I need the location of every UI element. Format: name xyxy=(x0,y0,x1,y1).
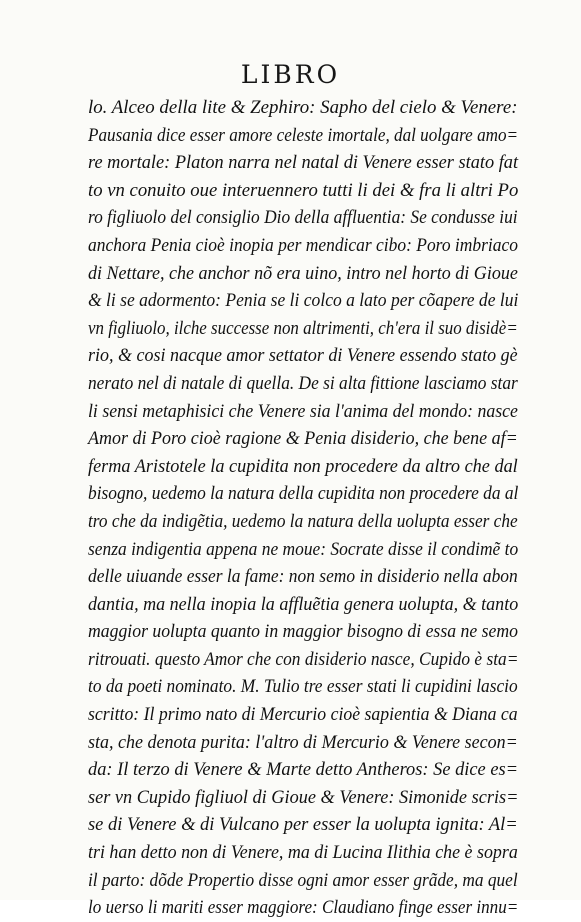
text-line: tro che da indigẽtia, uedemo la natura della uolupta esser che xyxy=(88,510,518,532)
text-line: vn figliuolo, ilche successe non altrimenti, ch'era il suo disidè= xyxy=(88,317,518,339)
text-line: il parto: dõde Propertio disse ogni amor esser grãde, ma quel xyxy=(88,869,518,891)
text-line: li sensi metaphisici che Venere sia l'anima del mondo: nasce xyxy=(88,400,518,422)
text-line: anchora Penia cioè inopia per mendicar cibo: Poro imbriaco xyxy=(88,234,518,256)
text-line: se di Venere & di Vulcano per esser la uolupta ignita: Al= xyxy=(88,814,518,836)
text-line: lo uerso li mariti esser maggiore: Claudiano finge esser innu= xyxy=(88,897,519,919)
text-line: lo. Alceo della lite & Zephiro: Sapho del cielo & Venere: xyxy=(88,97,518,118)
text-line: ro figliuolo del consiglio Dio della affluentia: Se condusse iui xyxy=(88,207,518,229)
text-line: bisogno, uedemo la natura della cupidita non procedere da al xyxy=(88,483,519,505)
text-line: re mortale: Platon narra nel natal di Venere esser stato fat xyxy=(88,152,519,174)
text-line: maggior uolupta quanto in maggior bisogno di essa ne semo xyxy=(88,621,518,643)
text-line: & li se adormento: Penia se li colco a lato per cõapere de lui xyxy=(88,290,519,312)
text-line: ser vn Cupido figliuol di Gioue & Venere: Simonide scris= xyxy=(88,786,519,808)
text-line: nerato nel di natale di quella. De si alta fittione lasciamo star xyxy=(88,372,518,394)
text-line: ferma Aristotele la cupidita non procedere da altro che dal xyxy=(88,455,518,477)
text-line: Pausania dice esser amore celeste imortale, dal uolgare amo= xyxy=(88,124,519,146)
text-line: to da poeti nominato. M. Tulio tre esser stati li cupidini lascio xyxy=(88,676,518,698)
text-line: da: Il terzo di Venere & Marte detto Antheros: Se dice es= xyxy=(88,759,519,781)
text-line: rio, & cosi nacque amor settator di Venere essendo stato gè xyxy=(88,345,518,367)
text-line: scritto: Il primo nato di Mercurio cioè sapientia & Diana ca xyxy=(88,704,518,726)
text-line: sta, che denota purita: l'altro di Mercurio & Venere secon= xyxy=(88,731,518,753)
text-line: dantia, ma nella inopia la affluẽtia genera uolupta, & tanto xyxy=(88,593,519,615)
text-line: tri han detto non di Venere, ma di Lucina Ilithia che è sopra xyxy=(88,842,518,864)
text-line: senza indigentia appena ne moue: Socrate disse il condimẽ to xyxy=(88,538,519,560)
text-line: to vn conuito oue interuennero tutti li dei & fra li altri Po xyxy=(88,179,519,201)
text-line: ritrouati. questo Amor che con disiderio nasce, Cupido è sta= xyxy=(88,648,519,670)
text-line: di Nettare, che anchor nõ era uino, intro nel horto di Gioue xyxy=(88,262,518,284)
text-line: Amor di Poro cioè ragione & Penia disiderio, che bene af= xyxy=(88,428,518,450)
text-line: delle uiuande esser la fame: non semo in disiderio nella abon xyxy=(88,566,518,588)
running-header: LIBRO xyxy=(240,60,341,89)
body-text xyxy=(88,94,518,922)
